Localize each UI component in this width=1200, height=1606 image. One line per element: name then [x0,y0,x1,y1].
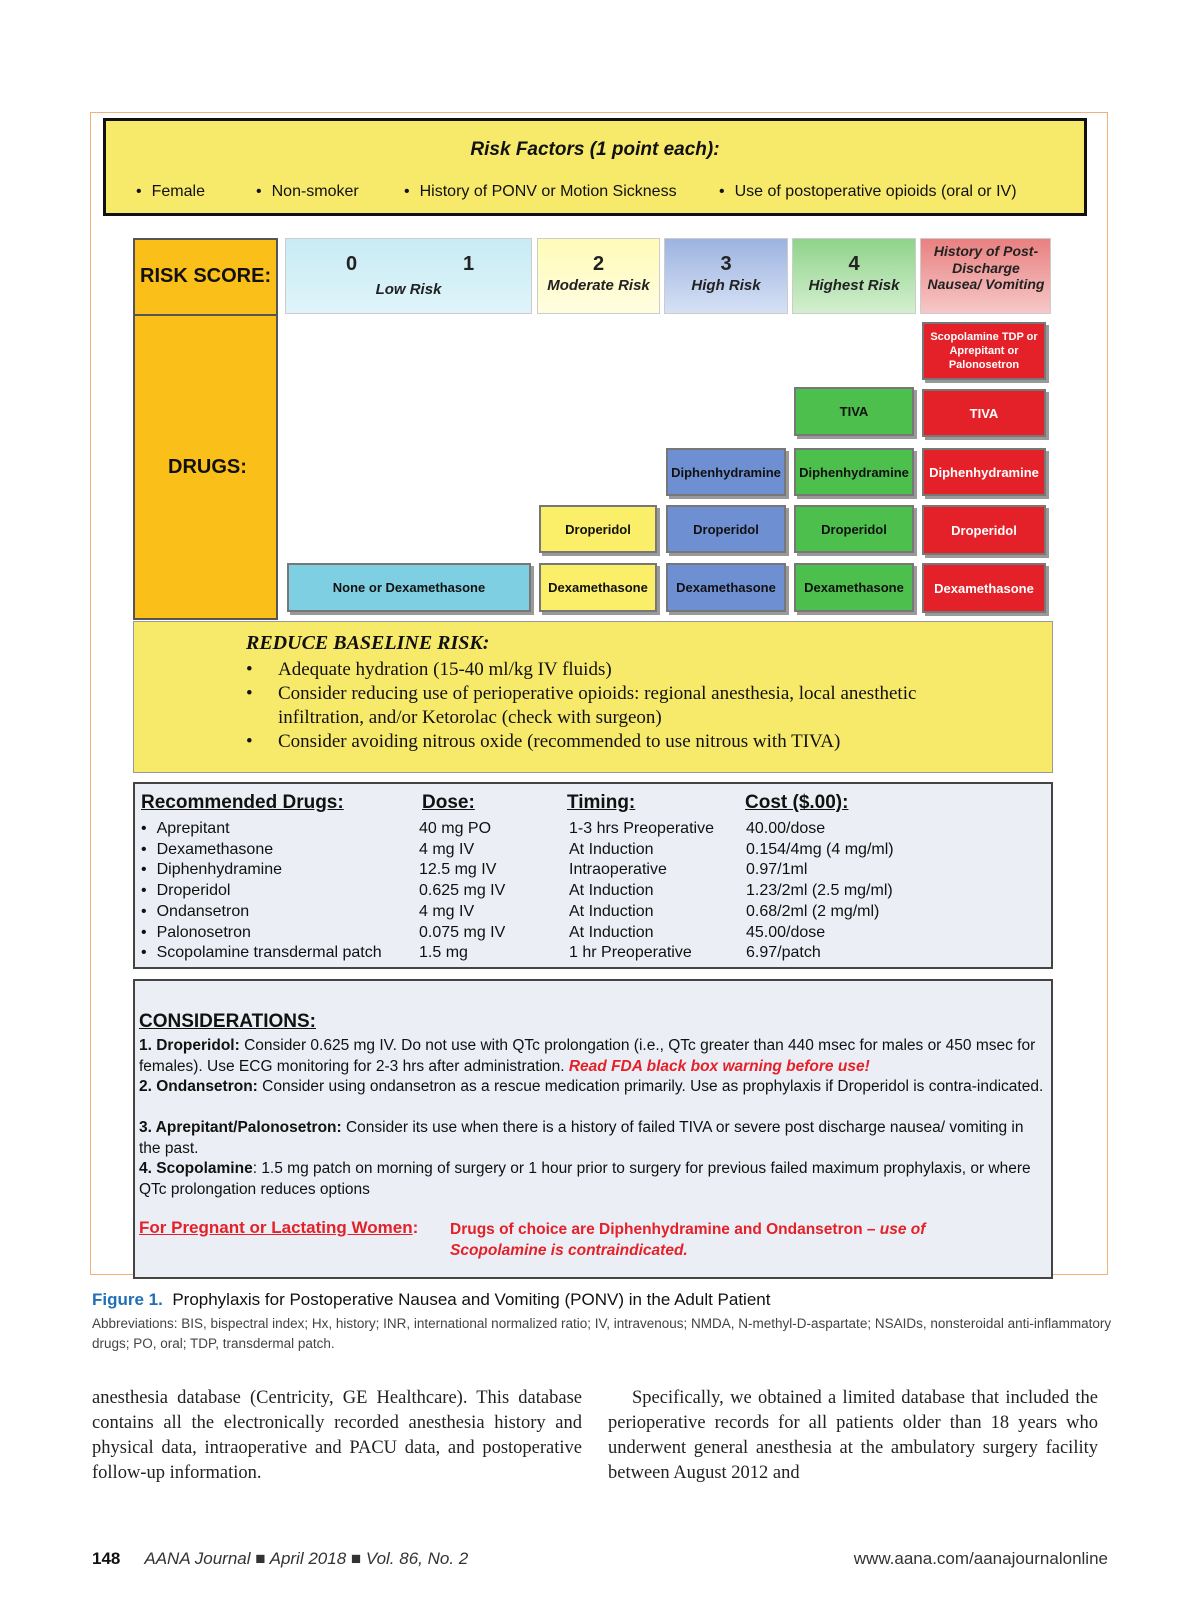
score-4-header: 4 Highest Risk [792,238,916,314]
consideration-1: 1. Droperidol: Consider 0.625 mg IV. Do not use with QTc prolongation (i.e., QTc greater than 440 msec for males or 450 msec for females). Use ECG monitoring for 2-3 hrs after administration. Read FDA black box warning before use! [139,1037,1036,1075]
table-cell: • Aprepitant [141,819,382,840]
table-cell: 6.97/patch [746,944,821,962]
reduce-item: • Consider avoiding nitrous oxide (recommended to use nitrous with TIVA) [246,731,841,752]
table-cell: At Induction [569,840,654,858]
table-cell: 1 hr Preoperative [569,944,692,962]
table-cell: At Induction [569,902,654,920]
drug-names-column [141,819,382,964]
table-cell: 1.23/2ml (2.5 mg/ml) [746,882,893,900]
table-cell: • Dexamethasone [141,840,382,861]
drug-box: Diphenhydramine [666,448,786,496]
drug-box: Diphenhydramine [922,448,1046,496]
pregnant-women-text: Drugs of choice are Diphenhydramine and Ondansetron – use of Scopolamine is contraindicated. [450,1221,926,1259]
table-cell: • Droperidol [141,881,382,902]
cost-column [746,819,894,964]
consideration-4: 4. Scopolamine: 1.5 mg patch on morning of surgery or 1 hour prior to surgery for previous failed maximum prophylaxis, or where QTc prolongation reduces options [139,1160,1031,1198]
drug-box: None or Dexamethasone [287,563,531,612]
consideration-2: 2. Ondansetron: Consider using ondansetron as a rescue medication primarily. Use as prophylaxis if Droperidol is contra-indicated. [139,1078,1044,1095]
drug-box: Dexamethasone [539,563,657,612]
table-cell: • Scopolamine transdermal patch [141,943,382,964]
risk-factor-item: • Use of postoperative opioids (oral or IV) [719,183,1017,201]
table-cell: 1.5 mg [419,944,468,962]
drug-box: TIVA [922,389,1046,437]
col-header-timing: Timing: [567,792,636,813]
table-cell: 0.154/4mg (4 mg/ml) [746,840,894,858]
considerations-title: CONSIDERATIONS: [139,1011,316,1032]
table-cell: • Diphenhydramine [141,860,382,881]
col-header-cost: Cost ($.00): [745,792,849,813]
table-cell: 0.68/2ml (2 mg/ml) [746,902,880,920]
recommended-drugs-table [133,782,1053,969]
drug-box: Dexamethasone [922,563,1046,613]
score-3-header: 3 High Risk [664,238,788,314]
table-cell: Intraoperative [569,861,667,879]
drug-box: Dexamethasone [794,563,914,612]
drug-box: Scopolamine TDP or Aprepitant or Palonosetron [922,322,1046,380]
drug-box: Droperidol [794,505,914,553]
timing-column [569,819,714,964]
score-0-1-header: 0 1 Low Risk [285,238,532,314]
table-cell: 0.625 mg IV [419,882,506,900]
considerations-box [133,979,1053,1279]
table-cell: 0.97/1ml [746,861,808,879]
reduce-item: • Consider reducing use of perioperative opioids: regional anesthesia, local anesthetic infiltration, and/or Ketorolac (check with surgeon) [246,683,917,728]
table-cell: 45.00/dose [746,923,826,941]
pregnant-women-label: For Pregnant or Lactating Women: [139,1218,419,1237]
drug-box: Droperidol [666,505,786,553]
col-header-drugs: Recommended Drugs: [141,792,344,813]
col-header-dose: Dose: [422,792,475,813]
table-cell: 0.075 mg IV [419,923,506,941]
table-cell: 4 mg IV [419,840,475,858]
table-cell: 40.00/dose [746,820,826,837]
table-cell: At Induction [569,882,654,900]
risk-factor-item: • History of PONV or Motion Sickness [404,183,677,201]
drug-box: Droperidol [922,505,1046,555]
drug-box: TIVA [794,387,914,436]
table-cell: 12.5 mg IV [419,861,497,879]
table-cell: 1-3 hrs Preoperative [569,820,714,837]
body-text-right: Specifically, we obtained a limited database that included the perioperative records for all patients older than 18 years who underwent general anesthesia at the ambulatory surgery facility between August 2012 and [608,1388,1098,1483]
score-history-header: History of Post-Discharge Nausea/ Vomiting [920,238,1051,314]
drug-box: Droperidol [539,505,657,553]
journal-citation: AANA Journal ■ April 2018 ■ Vol. 86, No. 2 [144,1549,469,1568]
table-cell: • Palonosetron [141,923,382,944]
page-number: 148 [92,1549,121,1568]
reduce-baseline-risk-box [133,621,1053,773]
consideration-3: 3. Aprepitant/Palonosetron: Consider its use when there is a history of failed TIVA or severe post discharge nausea/ vomiting in the past. [139,1119,1024,1157]
figure-abbreviations: Abbreviations: BIS, bispectral index; Hx, history; INR, international normalized ratio; IV, intravenous; NMDA, N-methyl-D-aspartate; NSAIDs, nonsteroidal anti-inflammatory drugs; PO, oral; TDP, transdermal patch. [92,1316,1112,1351]
table-cell: 4 mg IV [419,902,475,920]
risk-score-label: RISK SCORE: [133,238,278,316]
risk-factors-title: Risk Factors (1 point each): [470,139,720,160]
drugs-label: DRUGS: [133,314,278,620]
table-cell: At Induction [569,923,654,941]
drug-box: Diphenhydramine [794,448,914,496]
risk-factor-item: • Non-smoker [256,183,359,201]
reduce-title: REDUCE BASELINE RISK: [246,632,490,654]
table-cell: 40 mg PO [419,820,492,837]
body-text-left: anesthesia database (Centricity, GE Healthcare). This database contains all the electronically recorded anesthesia history and physical data, intraoperative and PACU data, and postoperative follow-up information. [92,1388,582,1483]
drug-box: Dexamethasone [666,563,786,612]
table-cell: • Ondansetron [141,902,382,923]
journal-url: www.aana.com/aanajournalonline [853,1549,1108,1568]
risk-factors-banner [103,118,1087,216]
page-footer [92,1549,468,1569]
reduce-item: • Adequate hydration (15-40 ml/kg IV fluids) [246,659,612,680]
dose-column [419,819,505,964]
score-2-header: 2 Moderate Risk [537,238,660,314]
figure-caption: Figure 1. Prophylaxis for Postoperative Nausea and Vomiting (PONV) in the Adult Patient [92,1290,771,1309]
risk-factor-item: • Female [136,183,205,201]
